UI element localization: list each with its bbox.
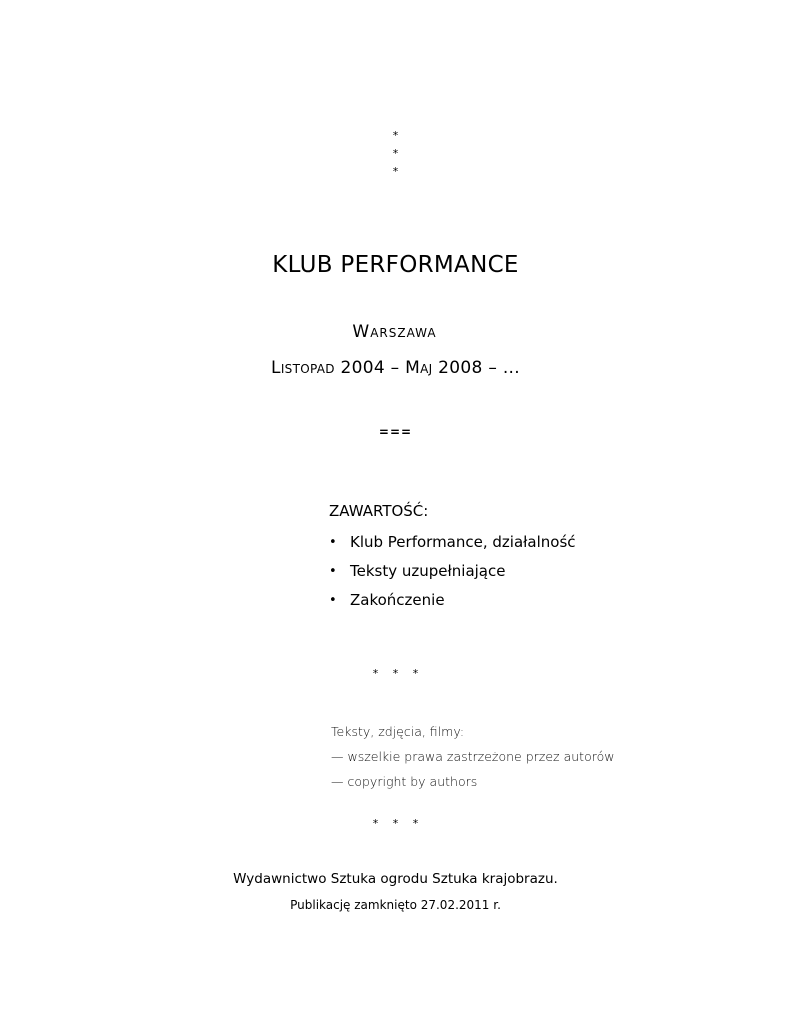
contents-item: [329, 528, 729, 557]
page-title: KLUB PERFORMANCE: [272, 252, 519, 278]
rights-line: Teksty, zdjęcia, filmy:: [331, 724, 465, 739]
asterisk: *: [412, 667, 419, 680]
rights-line: — wszelkie prawa zastrzeżone przez autorów: [331, 749, 615, 764]
asterisk: *: [372, 667, 379, 680]
bullet-icon: •: [329, 535, 337, 550]
section-separator: ===: [378, 425, 413, 439]
publication-closed-note: Publikację zamknięto 27.02.2011 r.: [290, 898, 501, 912]
rights-line: — copyright by authors: [331, 774, 478, 789]
publisher-line: Wydawnictwo Sztuka ogrodu Sztuka krajobrazu.: [233, 871, 558, 887]
date-range: Listopad 2004 – Maj 2008 – ...: [271, 358, 520, 378]
asterisk: *: [392, 129, 399, 142]
contents-item-label: Zakończenie: [350, 591, 445, 609]
bullet-icon: •: [329, 593, 337, 608]
contents-list: [329, 528, 729, 615]
city-subtitle: Warszawa: [352, 322, 437, 342]
contents-heading: ZAWARTOŚĆ:: [329, 502, 429, 520]
contents-item-label: Klub Performance, działalność: [350, 533, 576, 551]
asterisk: *: [392, 817, 399, 830]
contents-item: [329, 586, 729, 615]
asterisk: *: [372, 817, 379, 830]
asterisk: *: [412, 817, 419, 830]
table-of-contents: [329, 500, 729, 615]
contents-item-label: Teksty uzupełniające: [350, 562, 506, 580]
copyright-notice: [331, 719, 751, 794]
middle-asterisk-divider: [0, 667, 791, 680]
bottom-asterisk-divider: [0, 817, 791, 830]
asterisk: *: [392, 165, 399, 178]
top-asterisk-divider: [0, 127, 791, 181]
bullet-icon: •: [329, 564, 337, 579]
asterisk: *: [392, 667, 399, 680]
contents-item: [329, 557, 729, 586]
asterisk: *: [392, 147, 399, 160]
